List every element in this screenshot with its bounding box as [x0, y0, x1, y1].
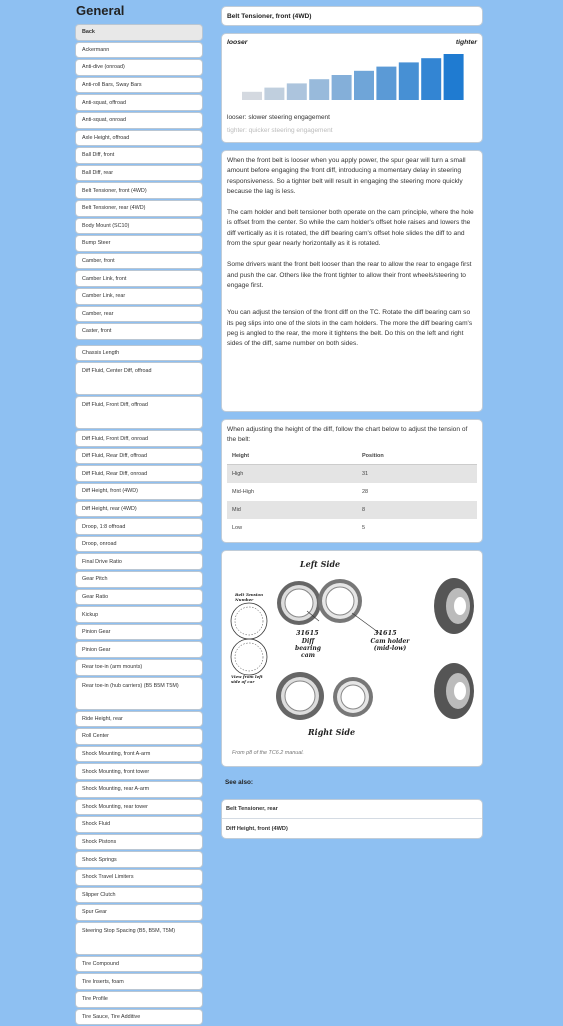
tension-bar: [376, 67, 396, 100]
cell: 31: [357, 465, 477, 484]
cell: 8: [357, 501, 477, 519]
tension-bar: [444, 54, 464, 100]
sidebar-item[interactable]: Tire Sauce, Tire Additive: [75, 1009, 203, 1026]
sidebar-item[interactable]: Droop, 1:8 offroad: [75, 518, 203, 535]
sidebar-item[interactable]: Ackermann: [75, 42, 203, 59]
sidebar-item[interactable]: Gear Pitch: [75, 571, 203, 588]
sidebar-item[interactable]: Rear toe-in (hub carriers) (B5 B5M T5M): [75, 677, 203, 710]
cell: 5: [362, 525, 366, 531]
sidebar-item[interactable]: Final Drive Ratio: [75, 553, 203, 570]
tension-bar: [332, 75, 352, 100]
tension-bars: [242, 54, 464, 100]
paragraph: You can adjust the tension of the front diff on the TC. Rotate the diff bearing cam so its peg slips into one of the slots in the cam holders. The more the diff bearing cam's peg is angled to the rear, the more it tightens the belt. Do this on the left and right sides of the diff, same number on both sides.: [227, 309, 473, 348]
sidebar-item[interactable]: Camber, rear: [75, 306, 203, 323]
table-row: [227, 465, 477, 484]
sidebar-item[interactable]: Diff Height, front (4WD): [75, 483, 203, 500]
sidebar-item[interactable]: Diff Fluid, Rear Diff, onroad: [75, 465, 203, 482]
sidebar-item[interactable]: Ride Height, rear: [75, 711, 203, 728]
sidebar-item[interactable]: Camber, front: [75, 253, 203, 270]
main-content: [221, 6, 483, 846]
table-row: [227, 483, 477, 501]
sidebar-item[interactable]: Shock Mounting, front A-arm: [75, 746, 203, 763]
cell: High: [227, 465, 357, 484]
sidebar-item[interactable]: Gear Ratio: [75, 589, 203, 606]
cell: Mid-High: [232, 489, 255, 495]
diagram-caption: From p8 of the TC6.2 manual.: [232, 750, 304, 756]
diff-bearing-part-number: 31615: [296, 629, 319, 637]
page-title: Belt Tensioner, front (4WD): [221, 6, 483, 26]
sidebar-item[interactable]: Anti-squat, onroad: [75, 112, 203, 129]
sidebar-item[interactable]: Shock Pistons: [75, 834, 203, 851]
table-row: [227, 519, 477, 537]
sidebar-item[interactable]: Axle Height, offroad: [75, 130, 203, 147]
height-table-card: [221, 419, 483, 543]
sidebar-item[interactable]: Diff Fluid, Front Diff, offroad: [75, 396, 203, 429]
sidebar-item[interactable]: Shock Mounting, front tower: [75, 763, 203, 780]
description-card: [221, 150, 483, 412]
sidebar-item[interactable]: Shock Fluid: [75, 816, 203, 833]
tension-bar: [421, 58, 441, 100]
sidebar-item[interactable]: Anti-dive (onroad): [75, 59, 203, 76]
diff-diagram-drawing: [222, 551, 483, 767]
tension-number-label: Belt Tension Number: [235, 592, 264, 602]
sidebar-item[interactable]: Shock Mounting, rear A-arm: [75, 781, 203, 798]
height-table: [227, 448, 477, 537]
sidebar-list: [75, 24, 203, 1025]
tension-bar: [399, 62, 419, 100]
sidebar-item[interactable]: Shock Mounting, rear tower: [75, 799, 203, 816]
header-height: Height: [227, 448, 357, 465]
sidebar-item[interactable]: Pinion Gear: [75, 641, 203, 658]
cam-holder-part-number: 31615: [374, 629, 397, 637]
cell: Low: [232, 525, 243, 531]
see-also-heading: See also:: [225, 779, 254, 786]
tighter-description: tighter: quicker steering engagement: [227, 127, 333, 134]
tension-bar: [354, 71, 374, 100]
sidebar-item[interactable]: Diff Fluid, Front Diff, onroad: [75, 430, 203, 447]
sidebar-item[interactable]: Tire Profile: [75, 991, 203, 1008]
cell: 28: [362, 489, 369, 495]
sidebar-item[interactable]: Camber Link, front: [75, 270, 203, 287]
diff-bearing-label: Diff bearing cam: [295, 638, 321, 659]
tension-bar: [287, 83, 307, 100]
sidebar-item[interactable]: Diff Height, rear (4WD): [75, 501, 203, 518]
sidebar-item[interactable]: Anti-roll Bars, Sway Bars: [75, 77, 203, 94]
paragraph: The cam holder and belt tensioner both operate on the cam principle, where the hole is offset from the center. So while the cam holder's offset hole raises and lowers the diff vertically as it is rotated, the diff bearing cam's offset hole slides the diff to and from the spur gear nearly horizontally as it is rotated.: [227, 209, 474, 248]
sidebar-item[interactable]: Belt Tensioner, front (4WD): [75, 182, 203, 199]
left-side-label: Left Side: [300, 559, 341, 569]
view-label: View from left side of car: [231, 674, 263, 684]
tension-bar: [242, 92, 262, 100]
tension-bar: [264, 88, 284, 100]
cell: Mid: [227, 501, 357, 519]
table-row: [227, 501, 477, 519]
back-button[interactable]: Back: [75, 24, 203, 41]
sidebar-item[interactable]: Diff Fluid, Rear Diff, offroad: [75, 448, 203, 465]
sidebar-item[interactable]: Spur Gear: [75, 904, 203, 921]
sidebar-item[interactable]: Bump Steer: [75, 235, 203, 252]
sidebar-item[interactable]: Kickup: [75, 606, 203, 623]
paragraph: When the front belt is looser when you apply power, the spur gear will turn a small amount before engaging the front diff, introducing a momentary delay in steering responsiveness. So a tighter belt will result in engaging the steering more quickly because the lag is less.: [227, 157, 466, 195]
tension-scale: [221, 33, 483, 143]
sidebar: [75, 0, 203, 1026]
sidebar-item[interactable]: Body Mount (SC10): [75, 218, 203, 235]
looser-label: looser: [227, 39, 248, 46]
sidebar-item[interactable]: Tire Inserts, foam: [75, 973, 203, 990]
see-also-list: [221, 799, 483, 839]
sidebar-item[interactable]: Rear toe-in (arm mounts): [75, 659, 203, 676]
sidebar-item[interactable]: Belt Tensioner, rear (4WD): [75, 200, 203, 217]
sidebar-item[interactable]: Shock Travel Limiters: [75, 869, 203, 886]
sidebar-item[interactable]: Droop, onroad: [75, 536, 203, 553]
sidebar-item[interactable]: Tire Compound: [75, 956, 203, 973]
sidebar-item[interactable]: Ball Diff, rear: [75, 165, 203, 182]
sidebar-item[interactable]: Steering Stop Spacing (B5, B5M, T5M): [75, 922, 203, 955]
sidebar-item[interactable]: Ball Diff, front: [75, 147, 203, 164]
see-also-link[interactable]: Belt Tensioner, rear: [222, 800, 482, 819]
sidebar-item[interactable]: Roll Center: [75, 728, 203, 745]
tension-bar: [309, 79, 329, 100]
table-header-row: [227, 448, 477, 465]
header-position: Position: [357, 448, 477, 465]
sidebar-item[interactable]: Anti-squat, offroad: [75, 94, 203, 111]
tighter-label: tighter: [455, 39, 477, 46]
sidebar-item[interactable]: Slipper Clutch: [75, 887, 203, 904]
sidebar-item[interactable]: Diff Fluid, Center Diff, offroad: [75, 362, 203, 395]
cam-holder-label: Cam holder (mid-low): [370, 638, 410, 652]
manual-diagram: [221, 550, 483, 767]
table-intro: When adjusting the height of the diff, follow the chart below to adjust the tension of the belt:: [227, 426, 468, 443]
sidebar-title: General: [76, 3, 125, 18]
sidebar-item[interactable]: Camber Link, rear: [75, 288, 203, 305]
looser-description: looser: slower steering engagement: [227, 114, 330, 121]
sidebar-item[interactable]: Chassis Length: [75, 345, 203, 362]
sidebar-item[interactable]: Pinion Gear: [75, 624, 203, 641]
paragraph: Some drivers want the front belt looser than the rear to allow the rear to engage first and push the car. Others like the front tighter to allow their front wheels/steering to engage first.: [227, 261, 472, 289]
right-side-label: Right Side: [308, 727, 356, 737]
sidebar-item[interactable]: Shock Springs: [75, 851, 203, 868]
see-also-link[interactable]: Diff Height, front (4WD): [226, 825, 288, 832]
sidebar-item[interactable]: Caster, front: [75, 323, 203, 340]
